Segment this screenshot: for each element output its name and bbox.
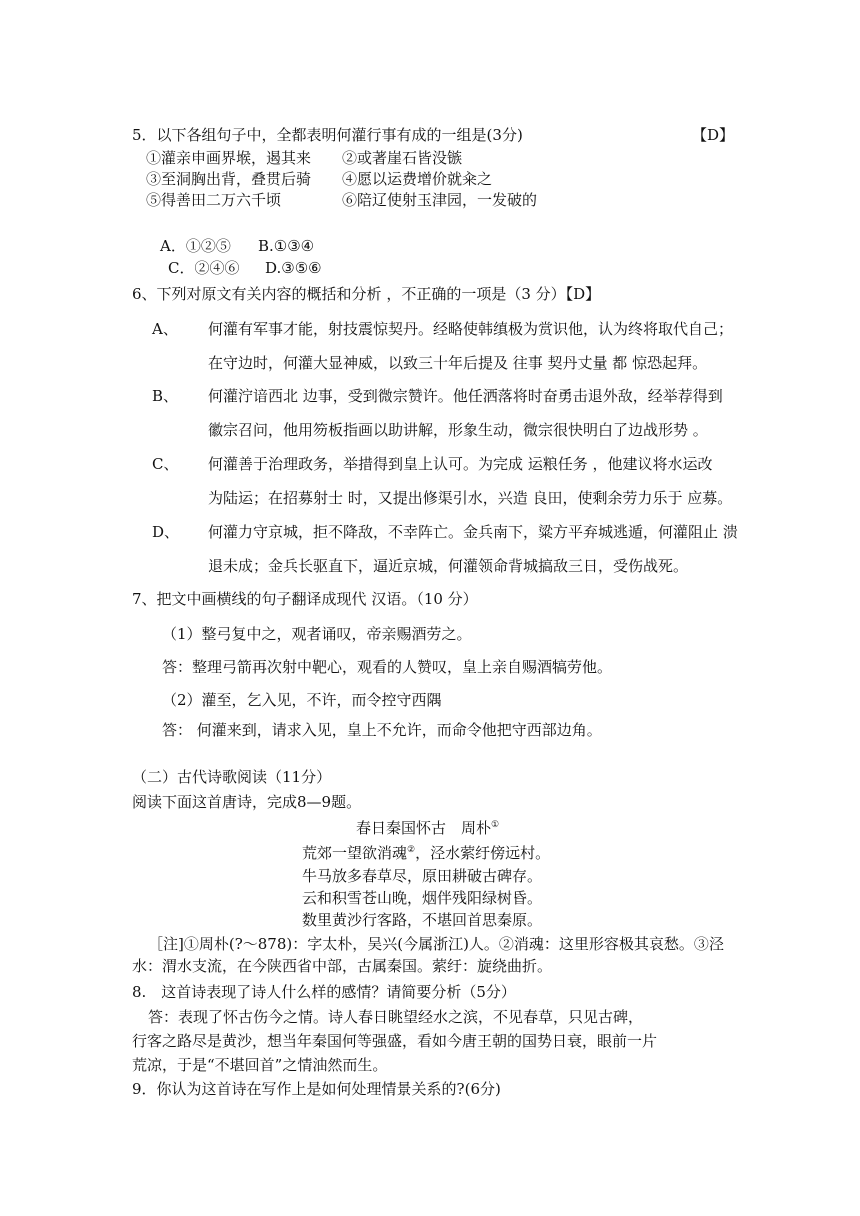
q7-answer-2: 答： 何灌来到，请求入见，皇上不允许，而命令他把守西部边角。: [162, 721, 602, 739]
poetry-intro: 阅读下面这首唐诗，完成8—9题。: [132, 793, 362, 811]
q5-stem: 5．以下各组句子中，全都表明何灌行事有成的一组是(3分): [132, 126, 523, 144]
q6-option-a-line1: 何灌有军事才能，射技震惊契丹。经略使韩缜极为赏识他，认为终将取代自己；: [208, 320, 734, 338]
q5-option-a: A．①②⑤: [160, 237, 231, 255]
q5-item-2: ②或著崖石皆没镞: [342, 149, 463, 167]
q7-sentence-2: （2）灌至，乞入见，不许，而令控守西隅: [162, 691, 442, 709]
q5-item-4: ④愿以运费增价就籴之: [342, 170, 493, 188]
poem-title: 春日秦国怀古 周朴①: [356, 819, 500, 837]
q5-option-b: B.①③④: [258, 237, 315, 255]
q6-option-b-label: B、: [152, 387, 179, 405]
poem-note-line-1: ［注]①周朴(?～878)：字太朴，吴兴(今属浙江)人。②消魂：这里形容极其哀愁。③泾: [148, 935, 724, 953]
q7-sentence-1: （1）整弓复中之，观者诵叹，帝亲赐酒劳之。: [162, 625, 472, 643]
q6-option-c-line2: 为陆运；在招募射士 时，又提出修渠引水，兴造 良田，使剩余劳力乐于 应募。: [208, 489, 733, 507]
poem-line-2: 牛马放多春草尽，原田耕破古碑存。: [302, 867, 543, 885]
q7-answer-1: 答：整理弓箭再次射中靶心，观看的人赞叹，皇上亲自赐酒犒劳他。: [162, 658, 613, 676]
q5-item-3: ③至洞胸出背，叠贯后骑: [146, 170, 312, 188]
q6-option-a-line2: 在守边时，何灌大显神威，以致三十年后提及 往事 契丹丈量 都 惊恐起拜。: [208, 354, 708, 372]
q6-option-b-line2: 徽宗召问，他用笏板指画以助讲解，形象生动，微宗很快明白了边战形势 。: [208, 421, 708, 439]
poem-line-4: 数里黄沙行客路，不堪回首思秦原。: [302, 911, 543, 929]
q8-answer-line-2: 行客之路尽是黄沙，想当年秦国何等强盛，看如今唐王朝的国势日衰，眼前一片: [132, 1032, 658, 1050]
q5-option-c: C．②④⑥: [168, 259, 240, 277]
q6-option-d-label: D、: [152, 523, 180, 541]
q5-item-6: ⑥陪辽使射玉津园，一发破的: [342, 191, 538, 209]
q8-answer-line-1: 答：表现了怀古伤今之情。诗人春日眺望经水之滨，不见春草，只见古碑，: [148, 1008, 644, 1026]
q6-stem: 6、下列对原文有关内容的概括和分析 ，不正确的一项是（3 分）【D】: [132, 285, 601, 303]
poem-note-line-2: 水：渭水支流，在今陕西省中部，古属秦国。萦纡：旋绕曲折。: [132, 957, 553, 975]
q6-option-a-label: A、: [152, 320, 178, 338]
q7-stem: 7、把文中画横线的句子翻译成现代 汉语。（10 分）: [132, 590, 478, 608]
q6-option-d-line2: 退未成；金兵长驱直下，逼近京城，何灌领命背城搞敌三日，受伤战死。: [208, 557, 689, 575]
q6-option-c-line1: 何灌善于治理政务，举措得到皇上认可。为完成 运粮任务 ，他建议将水运改: [208, 455, 713, 473]
poem-line-1: 荒郊一望欲消魂②，泾水萦纡傍远村。: [302, 844, 551, 862]
q5-option-d: D.③⑤⑥: [265, 259, 322, 277]
poetry-section-heading: （二）古代诗歌阅读（11分）: [132, 768, 332, 786]
q8-answer-line-3: 荒凉，于是“不堪回首”之情油然而生。: [132, 1056, 388, 1074]
q9-stem: 9．你认为这首诗在写作上是如何处理情景关系的?(6分): [132, 1080, 501, 1098]
q5-item-1: ①灌亲申画界堠，遏其来: [146, 149, 312, 167]
q6-option-b-line1: 何灌泞谙西北 边事，受到微宗赞许。他任洒落将时奋勇击退外敌，经举荐得到: [208, 387, 723, 405]
q5-item-5: ⑤得善田二万六千顷: [146, 191, 282, 209]
q6-option-d-line1: 何灌力守京城，拒不降敌，不幸阵亡。金兵南下，粱方平弃城逃遁，何灌阻止 溃: [208, 523, 738, 541]
q5-answer: 【D】: [692, 126, 735, 144]
poem-line-3: 云和积雪苍山晚，烟伴残阳绿树昏。: [302, 889, 543, 907]
q8-stem: 8. 这首诗表现了诗人什么样的感情？请简要分析（5分）: [132, 983, 516, 1001]
q6-option-c-label: C、: [152, 455, 179, 473]
